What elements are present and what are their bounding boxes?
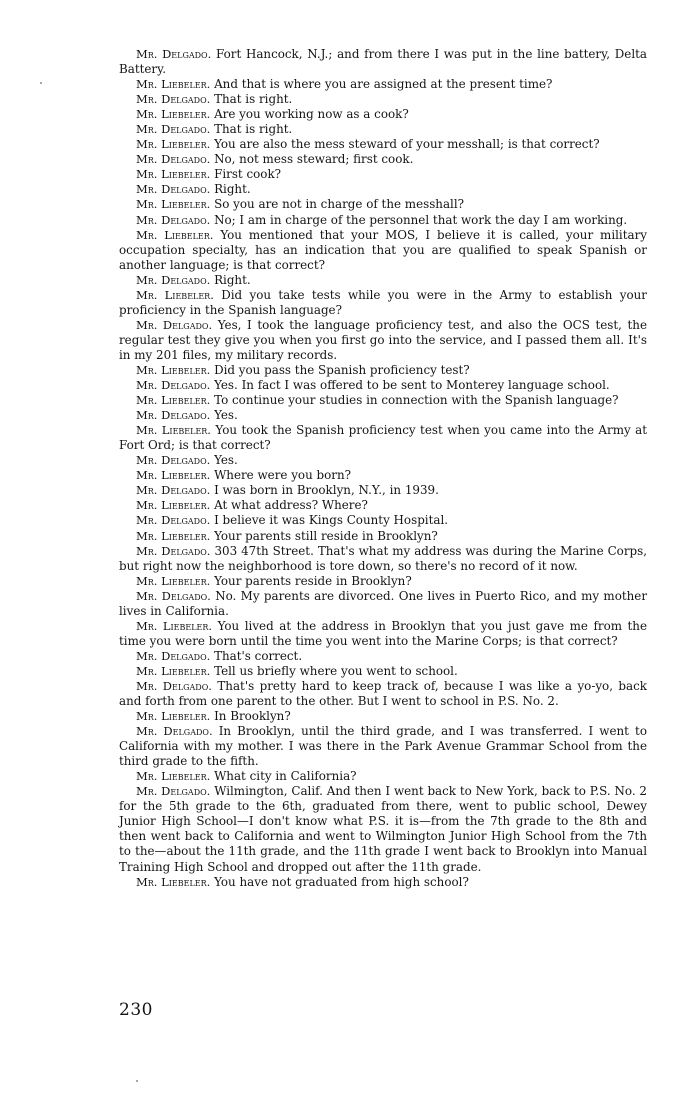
speaker-name: Mr. Delgado. — [136, 212, 211, 227]
speaker-name: Mr. Liebeler. — [136, 618, 213, 633]
speaker-name: Mr. Liebeler. — [136, 107, 211, 122]
speaker-name: Mr. Liebeler. — [136, 709, 211, 724]
testimony-paragraph — [119, 137, 647, 152]
testimony-paragraph — [119, 498, 647, 513]
speaker-name: Mr. Liebeler. — [136, 287, 214, 302]
utterance-text: No; I am in charge of the personnel that work the day I am working. — [214, 212, 628, 227]
utterance-text: That's correct. — [214, 648, 303, 663]
speaker-name: Mr. Delgado. — [136, 588, 211, 603]
utterance-text: To continue your studies in connection with the Spanish language? — [214, 393, 619, 408]
testimony-paragraph — [119, 483, 647, 498]
testimony-paragraph — [119, 664, 647, 679]
speaker-name: Mr. Liebeler. — [136, 498, 211, 513]
utterance-text: You lived at the address in Brooklyn that you just gave me from the time you were born until the time you went into the Marine Corps; is that correct? — [119, 618, 647, 648]
testimony-paragraph — [119, 544, 647, 574]
speaker-name: Mr. Delgado. — [136, 378, 211, 393]
testimony-paragraph — [119, 197, 647, 212]
speaker-name: Mr. Liebeler. — [136, 77, 211, 92]
utterance-text: In Brooklyn? — [214, 709, 291, 724]
utterance-text: Right. — [214, 182, 251, 197]
speaker-name: Mr. Delgado. — [136, 47, 212, 61]
utterance-text: You took the Spanish proficiency test when you came into the Army at Fort Ord; is that correct? — [119, 423, 648, 453]
speaker-name: Mr. Delgado. — [136, 648, 211, 663]
testimony-paragraph — [119, 679, 647, 709]
utterance-text: That is right. — [214, 92, 293, 107]
speaker-name: Mr. Delgado. — [136, 513, 211, 528]
speaker-name: Mr. Liebeler. — [136, 393, 211, 408]
speaker-name: Mr. Delgado. — [136, 122, 211, 137]
testimony-paragraph — [119, 122, 647, 137]
testimony-paragraph — [119, 468, 647, 483]
speaker-name: Mr. Liebeler. — [136, 769, 211, 784]
page-number: 230 — [119, 1000, 153, 1020]
speaker-name: Mr. Delgado. — [136, 784, 211, 799]
testimony-paragraph — [119, 619, 647, 649]
utterance-text: You have not graduated from high school? — [214, 874, 469, 889]
scan-speck — [40, 82, 42, 84]
utterance-text: Your parents still reside in Brooklyn? — [214, 528, 438, 543]
testimony-paragraph — [119, 784, 647, 874]
speaker-name: Mr. Liebeler. — [136, 874, 211, 889]
testimony-paragraph — [119, 709, 647, 724]
testimony-text — [119, 47, 647, 890]
utterance-text: At what address? Where? — [214, 498, 368, 513]
speaker-name: Mr. Liebeler. — [136, 197, 211, 212]
testimony-paragraph — [119, 589, 647, 619]
utterance-text: Where were you born? — [214, 468, 352, 483]
testimony-paragraph — [119, 273, 647, 288]
utterance-text: You mentioned that your MOS, I believe it is called, your military occupation specialty, has an indication that you are qualified to speak Spanish or another language; is that correct? — [119, 227, 648, 272]
speaker-name: Mr. Delgado. — [136, 724, 213, 739]
speaker-name: Mr. Delgado. — [136, 317, 213, 332]
testimony-paragraph — [119, 393, 647, 408]
speaker-name: Mr. Liebeler. — [136, 227, 214, 242]
testimony-paragraph — [119, 288, 647, 318]
utterance-text: In Brooklyn, until the third grade, and I was transferred. I went to California with my mother. I was there in the Park Avenue Grammar School from the third grade to the fifth. — [119, 724, 647, 769]
utterance-text: That is right. — [214, 122, 293, 137]
utterance-text: You are also the mess steward of your messhall; is that correct? — [214, 137, 600, 152]
speaker-name: Mr. Liebeler. — [136, 167, 211, 182]
testimony-paragraph — [119, 182, 647, 197]
speaker-name: Mr. Delgado. — [136, 453, 211, 468]
utterance-text: I believe it was Kings County Hospital. — [214, 513, 449, 528]
testimony-paragraph — [119, 378, 647, 393]
testimony-paragraph — [119, 92, 647, 107]
testimony-paragraph — [119, 408, 647, 423]
scan-speck — [136, 1080, 138, 1082]
utterance-text: First cook? — [214, 167, 282, 182]
utterance-text: Yes. In fact I was offered to be sent to Monterey language school. — [214, 378, 610, 393]
testimony-paragraph — [119, 77, 647, 92]
utterance-text: I was born in Brooklyn, N.Y., in 1939. — [214, 483, 439, 498]
utterance-text: Yes, I took the language proficiency test, and also the OCS test, the regular test they give you when you first go into the service, and I passed them all. It's in my 201 files, my military records. — [119, 317, 648, 362]
speaker-name: Mr. Liebeler. — [136, 137, 211, 152]
testimony-paragraph — [119, 574, 647, 589]
testimony-paragraph — [119, 213, 647, 228]
utterance-text: No. My parents are divorced. One lives in Puerto Rico, and my mother lives in California. — [119, 588, 648, 618]
utterance-text: Tell us briefly where you went to school. — [214, 663, 458, 678]
speaker-name: Mr. Liebeler. — [136, 468, 211, 483]
utterance-text: Your parents reside in Brooklyn? — [214, 573, 412, 588]
utterance-text: Fort Hancock, N.J.; and from there I was put in the line battery, Delta Battery. — [119, 47, 648, 77]
testimony-paragraph — [119, 228, 647, 273]
testimony-paragraph — [119, 453, 647, 468]
speaker-name: Mr. Liebeler. — [136, 423, 211, 438]
utterance-text: So you are not in charge of the messhall? — [214, 197, 465, 212]
speaker-name: Mr. Delgado. — [136, 678, 212, 693]
utterance-text: That's pretty hard to keep track of, because I was like a yo-yo, back and forth from one parent to the other. But I went to school in P.S. No. 2. — [119, 678, 647, 709]
speaker-name: Mr. Delgado. — [136, 182, 211, 197]
utterance-text: Are you working now as a cook? — [214, 107, 409, 122]
speaker-name: Mr. Liebeler. — [136, 573, 211, 588]
testimony-paragraph — [119, 513, 647, 528]
testimony-paragraph — [119, 769, 647, 784]
speaker-name: Mr. Delgado. — [136, 408, 211, 423]
speaker-name: Mr. Liebeler. — [136, 362, 211, 377]
speaker-name: Mr. Liebeler. — [136, 663, 211, 678]
speaker-name: Mr. Delgado. — [136, 543, 211, 558]
utterance-text: Right. — [214, 272, 251, 287]
testimony-paragraph — [119, 47, 647, 77]
utterance-text: Yes. — [214, 453, 238, 468]
testimony-paragraph — [119, 107, 647, 122]
utterance-text: Yes. — [214, 408, 238, 423]
testimony-paragraph — [119, 649, 647, 664]
speaker-name: Mr. Delgado. — [136, 483, 211, 498]
testimony-paragraph — [119, 724, 647, 769]
testimony-paragraph — [119, 318, 647, 363]
utterance-text: Did you take tests while you were in the Army to establish your proficiency in the Spanish language? — [119, 287, 647, 317]
speaker-name: Mr. Liebeler. — [136, 528, 211, 543]
utterance-text: Wilmington, Calif. And then I went back to New York, back to P.S. No. 2 for the 5th grade to the 6th, graduated from there, went to public school, Dewey Junior High School—I don't know what P.S. it is—from the 7th grade to the 8th and then went back to California and went to Wilmington Junior High School from the 7th to the—about the 11th grade, and the 11th grade I went back to Brooklyn into Manual Training High School and dropped out after the 11th grade. — [119, 784, 647, 874]
speaker-name: Mr. Delgado. — [136, 92, 211, 107]
utterance-text: Did you pass the Spanish proficiency test? — [214, 362, 470, 377]
utterance-text: And that is where you are assigned at the present time? — [214, 77, 553, 92]
utterance-text: What city in California? — [214, 769, 357, 784]
speaker-name: Mr. Delgado. — [136, 152, 211, 167]
testimony-paragraph — [119, 529, 647, 544]
testimony-paragraph — [119, 167, 647, 182]
utterance-text: 303 47th Street. That's what my address was during the Marine Corps, but right now the neighborhood is tore down, so there's no record of it now. — [119, 543, 648, 573]
testimony-paragraph — [119, 363, 647, 378]
speaker-name: Mr. Delgado. — [136, 272, 211, 287]
testimony-paragraph — [119, 152, 647, 167]
testimony-paragraph — [119, 423, 647, 453]
utterance-text: No, not mess steward; first cook. — [214, 152, 414, 167]
testimony-paragraph — [119, 875, 647, 890]
